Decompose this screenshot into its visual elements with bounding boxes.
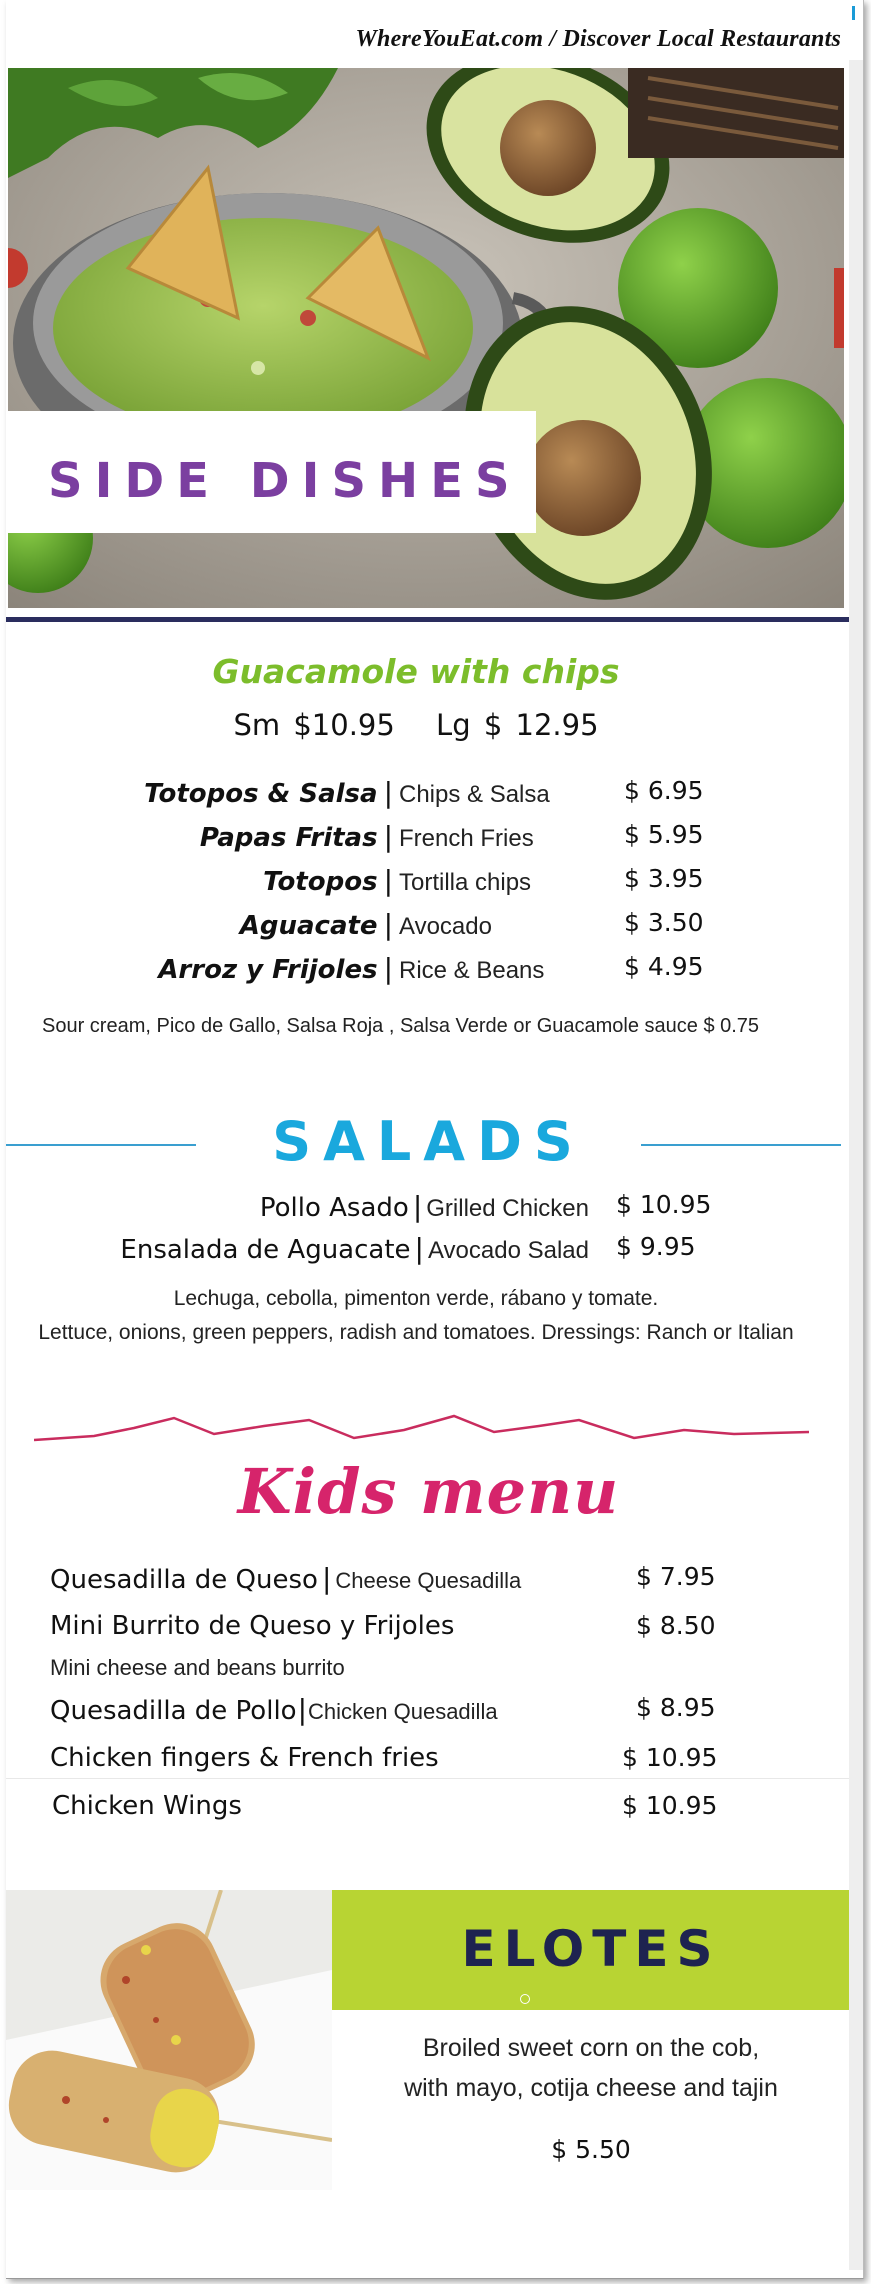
- zigzag-divider: [34, 1408, 809, 1448]
- item-price: $ 6.95: [624, 776, 704, 805]
- item-name: Mini Burrito de Queso y Frijoles: [50, 1611, 455, 1641]
- elotes-title: ELOTES: [461, 1920, 721, 1978]
- elote-photo: [6, 1890, 332, 2190]
- item-translation: Avocado Salad: [427, 1237, 589, 1264]
- item-price: $ 10.95: [622, 1743, 718, 1772]
- divider: [6, 1778, 851, 1779]
- item-translation: Tortilla chips: [399, 869, 532, 896]
- item-translation: Grilled Chicken: [426, 1195, 589, 1222]
- item-name: Chicken Wings: [52, 1791, 242, 1821]
- side-dishes-title-box: [8, 411, 536, 533]
- item-price: $ 8.50: [636, 1611, 716, 1640]
- item-price: $ 7.95: [636, 1562, 716, 1591]
- price: $ 12.95: [483, 708, 599, 742]
- salad-description-es: Lechuga, cebolla, pimenton verde, rábano y tomate.: [173, 1287, 659, 1310]
- side-dishes-title: SIDE DISHES: [48, 453, 522, 509]
- guacamole-title: Guacamole with chips: [212, 652, 620, 691]
- sauce-note: Sour cream, Pico de Gallo, Salsa Roja , Salsa Verde or Guacamole sauce $ 0.75: [42, 1015, 760, 1037]
- item-translation: Chips & Salsa: [399, 781, 550, 808]
- menu-item: Pollo Asado | Grilled Chicken $ 10.95: [259, 1190, 712, 1223]
- kids-menu-title: Kids menu: [237, 1455, 620, 1528]
- menu-item: Papas Fritas | French Fries $ 5.95: [199, 820, 704, 853]
- menu-item: Totopos & Salsa | Chips & Salsa $ 6.95: [144, 776, 704, 809]
- edge-marker: [852, 6, 855, 20]
- item-name: Chicken fingers & French fries: [50, 1743, 439, 1773]
- item-name: Pollo Asado: [259, 1193, 409, 1223]
- size-label: Lg: [436, 708, 471, 742]
- divider: [6, 617, 851, 622]
- elotes-banner: [332, 1890, 850, 2010]
- item-price: $ 4.95: [624, 952, 704, 981]
- item-translation: French Fries: [399, 825, 534, 852]
- item-name: Quesadilla de Queso: [50, 1565, 318, 1595]
- decorative-dot: [520, 1994, 530, 2004]
- guacamole-prices: [6, 708, 826, 742]
- menu-item: [50, 1743, 850, 1783]
- size-label: Sm: [233, 708, 281, 742]
- item-subtitle: Mini cheese and beans burrito: [50, 1655, 345, 1680]
- item-price: $ 10.95: [616, 1190, 712, 1219]
- item-name: Totopos & Salsa: [144, 779, 378, 809]
- elotes-price: $ 5.50: [551, 2135, 631, 2164]
- item-name: Quesadilla de Pollo: [50, 1696, 297, 1726]
- menu-item: Ensalada de Aguacate | Avocado Salad $ 9.95: [120, 1232, 696, 1265]
- item-price: $ 3.50: [624, 908, 704, 937]
- item-translation: Cheese Quesadilla: [335, 1568, 522, 1593]
- salad-description-en: Lettuce, onions, green peppers, radish and tomatoes. Dressings: Ranch or Italian: [38, 1321, 794, 1344]
- menu-item: Quesadilla de Queso | Cheese Quesadilla $ 7.95: [50, 1562, 716, 1595]
- item-price: $ 5.95: [624, 820, 704, 849]
- item-name: Papas Fritas: [199, 823, 378, 853]
- page-edge: [849, 60, 863, 2270]
- menu-item: [50, 1611, 850, 1651]
- item-translation: Chicken Quesadilla: [308, 1699, 498, 1724]
- menu-item: Totopos | Tortilla chips $ 3.95: [263, 864, 704, 897]
- corn-illustration: [6, 1890, 332, 2190]
- item-translation: Rice & Beans: [399, 957, 545, 984]
- item-price: $ 3.95: [624, 864, 704, 893]
- item-price: $ 10.95: [622, 1791, 718, 1820]
- menu-item: [52, 1791, 852, 1831]
- price: $10.95: [293, 708, 395, 742]
- menu-page: [6, 0, 864, 2279]
- guac-large: [436, 708, 599, 742]
- elotes-description-line1: Broiled sweet corn on the cob,: [422, 2034, 760, 2062]
- salads-title: SALADS: [272, 1110, 585, 1173]
- menu-item: Aguacate | Avocado $ 3.50: [239, 908, 704, 941]
- item-name: Totopos: [263, 867, 378, 897]
- menu-item: Arroz y Frijoles | Rice & Beans $ 4.95: [158, 952, 704, 985]
- guac-small: [233, 708, 394, 742]
- guacamole-photo: [8, 68, 844, 608]
- item-name: Ensalada de Aguacate: [120, 1235, 411, 1265]
- item-name: Aguacate: [239, 911, 378, 941]
- menu-item: Quesadilla de Pollo|Chicken Quesadilla $ 8.95: [50, 1693, 716, 1726]
- item-translation: Avocado: [399, 913, 492, 940]
- site-watermark: WhereYouEat.com / Discover Local Restaurants: [355, 26, 841, 52]
- item-price: $ 8.95: [636, 1693, 716, 1722]
- item-name: Arroz y Frijoles: [158, 955, 378, 985]
- elotes-description-line2: with mayo, cotija cheese and tajin: [404, 2074, 778, 2102]
- item-price: $ 9.95: [616, 1232, 696, 1261]
